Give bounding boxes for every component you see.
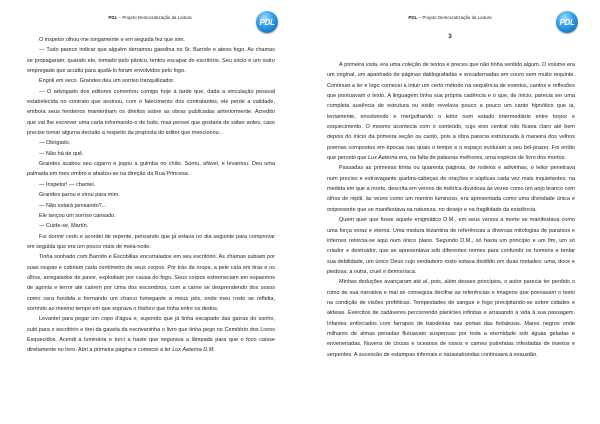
pdl-logo [556, 11, 578, 33]
header-title: – Projeto Democratização da Leitura [417, 15, 492, 20]
text-run: Grandes parou e virou para mim. [39, 192, 120, 199]
pdl-logo [256, 11, 278, 33]
logo-text: PDL [259, 17, 275, 27]
text-run: Passadas as primeiras trinta ou quarenta páginas, de rodeios e adivinhas, o leitor penetrava num preciso e extravagante quebra-cabeças de orações e súplicas cada vez mais inquietantes, na medida em que a morte, descrita em versos de métrica duvidosa às vezes como um anjo branco com olhos de réptil, às vezes como um menino luminoso, era apresentada como uma divindade única e onipresente que se manifestava na natureza, no desejo e na fragilidade da existência. [327, 165, 575, 213]
text-run: Engoli em seco. Grandes deu um sorriso tranquilizador. [39, 78, 175, 85]
page-body [27, 35, 275, 356]
paragraph [27, 149, 275, 159]
paragraph [27, 180, 275, 190]
paragraph [327, 163, 575, 215]
paragraph [27, 159, 275, 180]
logo-text: PDL [559, 17, 575, 27]
paragraph [27, 138, 275, 148]
text-run: — Não estará pensando?... [39, 202, 107, 209]
paragraph [327, 215, 575, 277]
paragraph [27, 201, 275, 211]
text-run: — O advogado dos editores comentou comigo hoje à tarde que, dada a vinculação pessoal estabelecida no contrato que assinou, com o falecimento dos contratantes, ele perde a validade, embora seus herdeiros mantenham os direitos sobre as obras publicadas anteriormente. Acredito que vai lhe escrever uma carta informando-o de tudo, mas pensei que gostaria de saber antes, caso precise tomar alguma decisão a respeito da proposta do editor que mencionou. [27, 88, 275, 137]
text-run: — Tudo parece indicar que alguém derramou gasolina no Sr. Barrido e ateou fogo. As chamas se propagaram, quando ele, tomado pelo pânico, tentou escapar do escritório. Seu sócio e um outro empregado que acudiu para ajudá-lo foram envolvidos pelo fogo. [27, 47, 275, 75]
paragraph [27, 252, 275, 314]
text-run: — Obrigado. [39, 140, 71, 147]
running-header [0, 15, 300, 20]
paragraph [327, 60, 575, 163]
text-run: era, na falta de palavras melhores, uma espécie de livro dos mortos. [397, 155, 566, 162]
text-run: Grandes acabou seu cigarro e jogou a guimba no chão. Sorriu, afável, e levantou. Deu uma palmada em meu ombro e afastou-se na direção da Rua Princesa. [27, 161, 275, 178]
text-run: — Cuide-se, Martín. [39, 223, 89, 230]
paragraph [27, 232, 275, 253]
header-abbr: PDL [108, 15, 118, 20]
paragraph [27, 314, 275, 355]
paragraph [27, 87, 275, 139]
paragraph [27, 76, 275, 86]
text-run: Minhas deduções avançaram até aí, pois, além desses princípios, o autor parecia ter perdido o rumo de sua narrativa e mal se conseguia decifrar as referências e imagens que povoavam o texto na condição de visões proféticas. Tempestades de sangue e fogo precipitando-se sobre cidades e aldeias. Exércitos de cadáveres percorrendo planícies infinitas e arrasando a vida à sua passagem. Infantes enforcados com farrapos de bandeiras nas portas das fortalezas. Mares negros onde milhares de almas penadas flutuavam suspensas por toda a eternidade sob águas geladas e envenenadas. Nuvens de cinzas e oceanos de ossos e carnes putrefatas infestadas de insetos e serpentes. A sucessão de estampas infernais e nauseabundas continuava à exaustão. [327, 279, 575, 358]
text-run: O inspetor olhou-me longamente e em seguida fez que sim. [39, 37, 185, 43]
italic-title: Lux Aeterna D.M. [172, 347, 215, 354]
running-header [300, 15, 600, 20]
text-run: Fui dormir cedo e acordei de repente, pensando que já estava no dia seguinte para comprovar em seguida que era um pouco mais de meia-noite. [27, 233, 275, 250]
paragraph [27, 190, 275, 200]
paragraph [27, 45, 275, 76]
paragraph [27, 211, 275, 221]
paragraph [327, 277, 575, 360]
header-title: – Projeto Democratização da Leitura [117, 15, 192, 20]
italic-title: Lux Aeterna [367, 155, 398, 162]
text-run: Levantei para pegar um copo d'água e, supondo que já tinha escapado das garras do sonho, subi para o escritório e tirei da gaveta da escrivaninha o livro que tinha pego no Cemitério dos Livros Esquecidos. Acendi a luminária e torci a haste que segurava a lâmpada para que o foco caísse diretamente no livro. Abri a primeira página e comecei a ler [27, 316, 275, 354]
text-run: Quem quer que fosse aquele enigmático D.M., em seus versos a morte se manifestava como uma força voraz e eterna. Uma mistura bizantina de referências a diversas mitologias de paraísos e infernos retorcia-se aqui num único plano. Segundo D.M., só havia um princípio e um fim, um só criador e destruidor, que se apresentava sob diferentes nomes para confundir os homens e tentar sua debilidade, um único Deus cujo verdadeiro rosto estava dividido em duas metades: uma, doce e piedosa; a outra, cruel e demoníaca. [327, 217, 575, 275]
text-run: Tinha sonhado com Barrido e Escobillas encurralados em seu escritório. As chamas subiam por suas roupas e cobriam cada centímetro de seus corpos. Por trás da roupa, a pele caía em tiras e os olhos, arregalados de pavor, explodiam por causa do fogo. Seus corpos estremeciam em espasmos de agonia e terror até caírem por cima dos escombros, com a carne se desprendendo dos ossos como cera fundida e formando um charco fumegante a meus pés, onde meu rosto se refletia, sorrindo ao mesmo tempo em que soprava o fósforo que tinha entre os dedos. [27, 254, 275, 312]
page-body [327, 60, 575, 360]
text-run: — Inspetor! — chamei. [39, 181, 96, 188]
right-page [300, 0, 600, 424]
paragraph [27, 221, 275, 231]
page-number: 3 [448, 34, 452, 40]
header-abbr: PDL [408, 15, 418, 20]
text-run: À primeira vista, era uma coleção de textos e preces que não tinha sentido algum. O volume era um original, um apanhado de páginas datilografadas e encadernadas em couro sem muito requinte. Continuei a ler e logo comecei a intuir um certo método na sequência de eventos, cantos e reflexões que pontuavam o texto. A linguagem tinha sua própria cadência e o que, de início, parecia ser uma completa ausência de estrutura ou estilo revelava pouco a pouco um canto hipnótico que ia, lentamente, envolvendo e mergulhando o leitor num estado intermediário entre torpor e esquecimento. O mesmo acontecia com o conteúdo, cujo eixo central não ficava claro até bem depois do início da primeira seção ou canto, pois a obra parecia estruturada à maneira dos velhos poemas compostos em épocas nas quais o tempo e o espaço evoluíam a seu bel-prazer. Foi então que percebi que [327, 62, 575, 162]
text-run: Ele lançou um sorriso cansado. [39, 212, 116, 219]
paragraph [27, 35, 275, 45]
text-run: — Não há de quê. [39, 150, 84, 157]
